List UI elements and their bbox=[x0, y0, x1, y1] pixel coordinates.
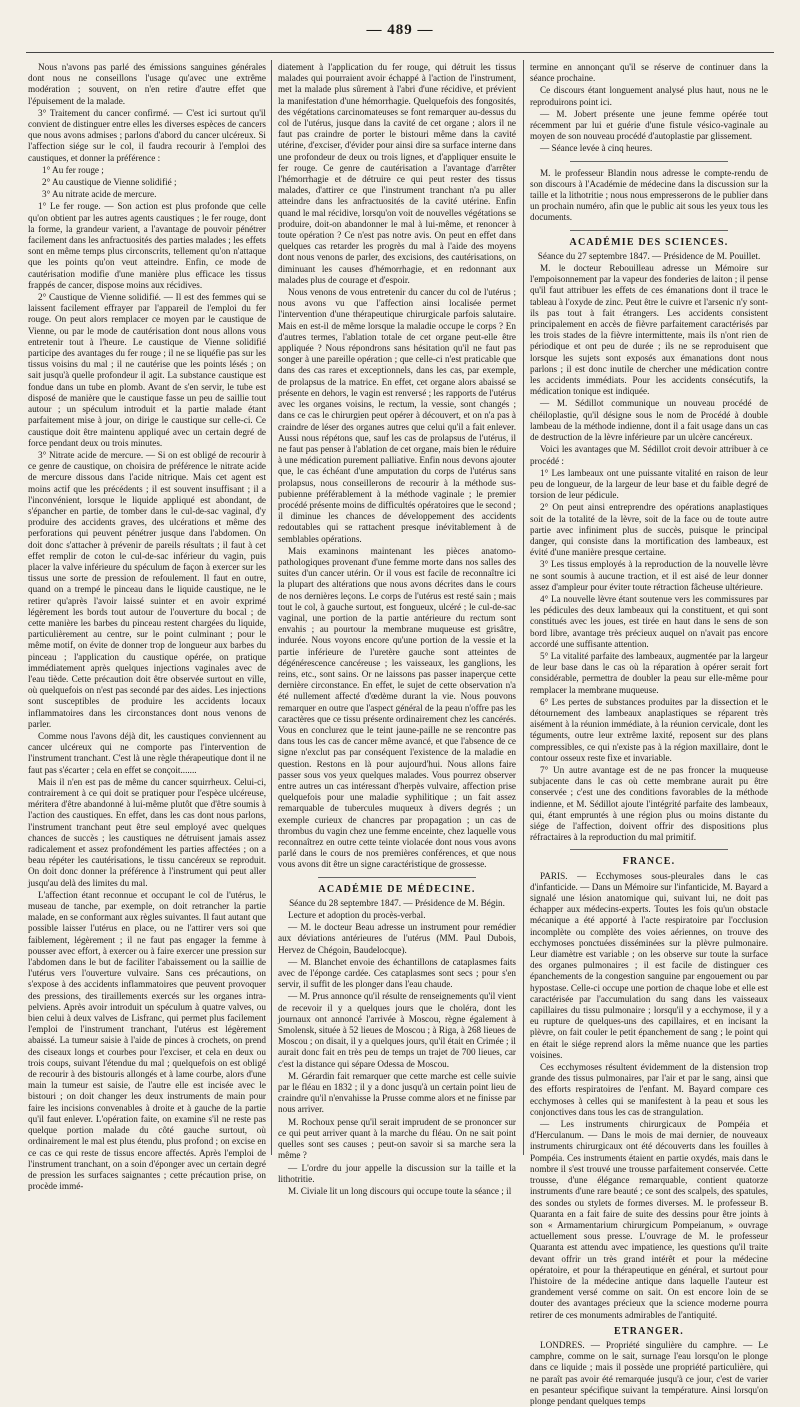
paragraph: — M. Sédillot communique un nouveau procédé de chéiloplastie, qu'il désigne sous le nom de Procédé à double lambeau de la méthode indienne, dont il a fait usage dans un cas de destruction de la lèvre inférieure par un ulcère cancéreux. bbox=[530, 398, 768, 443]
paragraph: 1° Les lambeaux ont une puissante vitalité en raison de leur peu de longueur, de la largeur de leur base et du faible degré de torsion de leur pédicule. bbox=[530, 467, 768, 501]
paragraph: 1° Le fer rouge. — Son action est plus profonde que celle qu'on obtient par les autres agents caustiques ; le fer rouge, dont la forme, la grandeur varient, a l'avantage de pouvoir pénétrer facilement dans les anfractuosités des parties malades ; les effets sont en même temps plus circonscrits, tellement qu'on n'attaque que les points qu'on veut atteindre. Enfin, ce mode de cautérisation modifie d'une manière plus efficace les tissus frappés de cancer, dispose moins aux récidives. bbox=[28, 201, 266, 290]
list-item: 2° Au caustique de Vienne solidifié ; bbox=[42, 177, 177, 188]
paragraph: — M. Blanchet envoie des échantillons de cataplasmes faits avec de l'éponge cardée. Ces cataplasmes sont secs ; pour s'en servir, il suffit de les plonger dans l'eau chaude. bbox=[278, 956, 516, 990]
section-divider bbox=[570, 230, 728, 231]
paragraph: 5° La vitalité parfaite des lambeaux, augmentée par la largeur de leur base dans le cas où la réparation à opérer serait fort considérable, permettra de doubler la peau sur elle-même pour remplacer la membrane muqueuse. bbox=[530, 650, 768, 695]
column-rule bbox=[271, 60, 272, 1155]
paragraph: M. Rochoux pense qu'il serait imprudent de se prononcer sur ce qui peut arriver quant à la marche du fléau. On ne sait point quelles sont ses causes ; peut-on savoir si sa marche sera la même ? bbox=[278, 1116, 516, 1161]
paragraph: L'affection étant reconnue et occupant le col de l'utérus, le museau de tanche, par exemple, on doit retrancher la partie malade, en se conformant aux règles suivantes. Il faut autant que possible laisser l'utérus en place, ou ne l'attirer vers soi que faiblement, légèrement ; il ne faut pas engager la femme à pousser avec effort, à exercer ou à faire exercer une pression sur l'abdomen dans le but de faciliter l'abaissement ou la saillie de l'utérus vers l'ouverture vulvaire. Sans ces précautions, on s'expose à des accidents inflammatoires que peuvent provoquer des pressions, des tiraillements exercés sur les organes intra-pelviens. Après avoir introduit un spéculum à quatre valves, ou bien celui à deux valves de Lisfranc, qui permet plus facilement l'emploi de l'instrument tranchant, l'utérus est légèrement abaissé. La tumeur saisie à l'aide de pinces à crochets, on prend des ciseaux longs et courbes pour l'exciser, et cela en deux ou trois coups, suivant l'étendue du mal ; quelquefois on est obligé de recourir à des bistouris allongés et à lame courbe, alors d'une main la tumeur est saisie, de l'autre elle est incisée avec le bistouri ; on doit changer les deux instruments de main pour faire les incisions convenables à droite et à gauche de la partie qu'il faut enlever. L'opération faite, on examine s'il ne reste pas quelque portion malade du côté gauche surtout, où ordinairement le mal est plus étendu, plus profond ; on excise en ce cas ce qui reste de tissus encore affectés. Après l'emploi de l'instrument tranchant, on a soin d'éponger avec un certain degré de pression les surfaces saignantes ; cette précaution prise, on procède immé- bbox=[28, 889, 266, 1192]
paragraph: Voici les avantages que M. Sédillot croit devoir attribuer à ce procédé : bbox=[530, 444, 768, 466]
session-line: Séance du 27 septembre 1847. — Présidence de M. Pouillet. bbox=[537, 250, 761, 261]
column-rule bbox=[523, 60, 524, 1155]
paragraph: — Les instruments chirurgicaux de Pompéia et d'Herculanum. — Dans le mois de mai dernier, de nouveaux instruments chirurgicaux ont été découverts dans les fouilles à Pompéia. Ces instruments étaient en partie oxydés, mais dans le nombre il s'est trouvé une trousse parfaitement conservée. Cette trousse, d'une élégance remarquable, contient quatorze instruments d'une rare beauté ; ce sont des scalpels, des spatules, des sondes ou stylets de formes diverses. M. le professeur B. Quaranta en a fait faire de suite des dessins pour être joints à son « Armamentarium chirurgicum Pompeianum, » ouvrage actuellement sous presse. L'ouvrage de M. le professeur Quaranta est attendu avec impatience, les questions qu'il traite devant offrir un très grand intérêt et pour la médecine opératoire, et pour la thérapeutique en général, et surtout pour l'histoire de la médecine antique dans laquelle l'auteur est grandement versé comme on sait. On est encore loin de se douter des avantages précieux que la science moderne pourra retirer de ces monuments admirables de l'antiquité. bbox=[530, 1119, 768, 1320]
paragraph: LONDRES. — Propriété singulière du camphre. — Le camphre, comme on le sait, surnage l'eau lorsqu'on le plonge dans ce liquide ; mais il possède une propriété particulière, qui ne paraît pas avoir été remarquée jusqu'à ce jour, c'est de varier en pesanteur spécifique suivant la température. Ainsi lorsqu'on plonge pendant quelques temps bbox=[530, 1339, 768, 1406]
column-1 bbox=[28, 62, 266, 1192]
paragraph: — Séance levée à cinq heures. bbox=[540, 143, 653, 154]
paragraph: 2° Caustique de Vienne solidifié. — Il est des femmes qui se laissent facilement effrayer par l'appareil de l'emploi du fer rouge. On peut alors remplacer ce moyen par le caustique de Vienne, ou par le mode de cautérisation dont nous allons vous entretenir tout à l'heure. Le caustique de Vienne solidifié participe des avantages du fer rouge ; il ne se liquéfie pas sur les tissus voisins du mal ; il ne cautérise que les points lésés ; on sait jusqu'à quelle profondeur il agit. La substance caustique est fondue dans un tube en plomb. Avant de s'en servir, le tube est disposé de manière que le caustique fasse un peu de saillie tout autour ; un spéculum introduit et la partie malade étant parfaitement mise à jour, on dirige le caustique sur celle-ci. Ce caustique doit être maintenu appliqué avec un certain degré de force pendant deux ou trois minutes. bbox=[28, 292, 266, 448]
paragraph: Comme nous l'avons déjà dit, les caustiques conviennent au cancer ulcéreux qui ne comporte pas l'intervention de l'instrument tranchant. C'est là une règle thérapeutique dont il ne faut pas s'écarter ; cela en effet se conçoit....... bbox=[28, 730, 266, 775]
session-line: Séance du 28 septembre 1847. — Présidence de M. Bégin. bbox=[289, 897, 505, 908]
paragraph: Mais il n'en est pas de même du cancer squirrheux. Celui-ci, contrairement à ce qui doit se pratiquer pour l'espèce ulcéreuse, méritera d'être abandonné à lui-même plutôt que d'être soumis à l'action des caustiques. En effet, dans les cas dont nous parlons, l'instrument tranchant peut être seul employé avec quelques chances de succès ; les caustiques ne détruisent jamais assez radicalement et assez profondément les parties affectées ; on a beau répéter les cautérisations, le tissu cancéreux se reproduit. On doit donc donner la préférence à l'instrument qui peut aller jusqu'au delà des limites du mal. bbox=[28, 776, 266, 888]
list-item: 3° Au nitrate acide de mercure. bbox=[42, 189, 157, 200]
paragraph: PARIS. — Ecchymoses sous-pleurales dans le cas d'infanticide. — Dans un Mémoire sur l'infanticide, M. Bayard a signalé une lésion anatomique qui, suivant lui, ne doit pas échapper aux médecins-experts. Toutes les fois qu'un obstacle mécanique a été apporté à l'acte respiratoire par l'occlusion incomplète ou complète des voies aériennes, on trouve des ecchymoses ponctuées disséminées sur la plèvre pulmonaire. Leur diamètre est variable ; on les observe sur toute la surface des organes pulmonaires ; il est facile de distinguer ces épanchements de la congestion sanguine par engouement ou par hypostase. Celle-ci occupe une portion de chaque lobe et elle est caractérisée par l'accumulation du sang dans les vaisseaux capillaires du tissu pulmonaire ; lorsqu'il y a ecchymose, il y a eu rupture de quelques-uns des capillaires, et en incisant la plèvre, on fait couler le petit épanchement de sang ; le point qui en était le siége reprend alors la même nuance que les parties voisines. bbox=[530, 870, 768, 1060]
paragraph: 3° Nitrate acide de mercure. — Si on est obligé de recourir à ce genre de caustique, on choisira de préférence le nitrate acide de mercure dissous dans l'acide nitrique. Mais cet agent est moins actif que les précédents ; il est souvent insuffisant ; il a l'inconvénient, lorsque le liquide appliqué est abondant, de s'épancher en partie, de tomber dans le cul-de-sac vaginal, d'y produire des accidents graves, des ulcérations et même des perforations qui peuvent pénétrer jusque dans l'abdomen. On doit donc s'attacher à prévenir de pareils résultats ; il faut à cet effet remplir de coton le cul-de-sac inférieur du vagin, puis placer la valve inférieure du spéculum de façon à exercer sur les tissus une sorte de pression de refoulement. Il faut en outre, quand on a trempé le pinceau dans le liquide caustique, ne le retirer qu'après l'avoir laissé suinter et en avoir exprimé légèrement les bords tout autour de l'ouverture du bocal ; de cette manière les barbes du pinceau restent chargées du liquide, particulièrement au centre, sur le point culminant ; pour le même motif, on évite de donner trop de longueur aux barbes du pinceau ; l'application du caustique opérée, on pratique immédiatement après quelques injections vaginales avec de l'eau tiède. Cette précaution doit être observée surtout en ville, où quelquefois on n'est pas secondé par des aides. Les injections sont susceptibles de produire les accidents locaux inflammatoires dans les circonstances dont nous venons de parler. bbox=[28, 449, 266, 729]
section-title: ACADÉMIE DES SCIENCES. bbox=[569, 236, 729, 248]
paragraph: Nous venons de vous entretenir du cancer du col de l'utérus ; nous avons vu que l'affection ainsi localisée permet l'intervention d'une thérapeutique chirurgicale parfois salutaire. Mais en est-il de même lorsque la maladie occupe le corps ? En d'autres termes, l'ablation totale de cet organe peut-elle être appliquée ? Nous répondrons sans hésitation qu'il ne faut pas songer à une pareille opération ; que celle-ci n'est praticable que dans des cas rares et exceptionnels, dans les cas, par exemple, de prolapsus de la matrice. En effet, cet organe alors abaissé se présente en dehors, le vagin est renversé ; les rapports de l'utérus avec les organes voisins, le rectum, la vessie, sont changés ; dans ce cas le chirurgien peut opérer à découvert, et on n'a pas à craindre de léser des organes autres que celui qu'il a fait enlever. Aussi nous répétons que, sauf les cas de prolapsus de l'utérus, il ne faut pas penser à l'ablation de cet organe, mais bien le réduire à une médication purement palliative. Enfin nous devons ajouter que, le cas échéant d'une amputation du corps de l'utérus sans prolapsus, nous conseillerons de recourir à la méthode sus-pubienne préférablement à la méthode vaginale ; le premier procédé présente moins de difficultés opératoires que le second ; il diminue les chances de développement des accidents redoutables qui se rattachent presque inévitablement à de semblables opérations. bbox=[278, 287, 516, 544]
section-title: ETRANGER. bbox=[614, 1325, 684, 1337]
paragraph: 6° Les pertes de substances produites par la dissection et le détournement des lambeaux anaplastiques se réparent très aisément à la réunion immédiate, à la réunion cervicale, dont les téguments, outre leur extrême laxité, reposent sur des plans compressibles, ce qui n'existe pas à la région maxillaire, dont le contour osseux reste fixe et invariable. bbox=[530, 696, 768, 763]
page-number: — 489 — bbox=[366, 22, 434, 38]
paragraph: Mais examinons maintenant les pièces anatomo-pathologiques provenant d'une femme morte dans nos salles des suites d'un cancer utérin. Or il vous est facile de reconnaître ici la plupart des altérations que nous avons décrites dans le cours de nos dernières leçons. Le corps de l'utérus est resté sain ; mais tout le col, à gauche surtout, est fongueux, ulcéré ; le cul-de-sac vaginal, une portion de la partie antérieure du rectum sont envahis ; au pourtour la membrane muqueuse est grisâtre, indurée. Nous voyons encore qu'une portion de la vessie et la partie inférieure de l'uretère gauche sont atteintes de dégénérescence cancéreuse ; les vaisseaux, les ganglions, les reins, etc., sont sains. Or ne laissons pas passer inaperçue cette dernière circonstance. En effet, le sujet de cette observation n'a été nullement affecté d'œdème durant la vie. Nous pouvons remarquer en outre que l'aspect général de la peau n'offre pas les caractères que ce tissu présente ordinairement chez les cancérés. Vous en conclurez que le teint jaune-paille ne se rencontre pas dans tous les cas de cancer même avancé, et que l'absence de ce signe n'exclut pas par conséquent l'existence de la maladie en question. Restons en là pour aujourd'hui. Nous allons faire passer sous vos yeux quelques malades. Vous pourrez observer entre autres un cas intéressant d'herpès vulvaire, affection prise quelquefois pour une maladie syphilitique ; un fait assez remarquable de tubercules muqueux à divers degrés ; un exemple curieux de chancres par propagation ; un cas de thrombus du vagin chez une femme enceinte, chez laquelle vous reconnaîtrez en outre cette teinte violacée dont nous vous avons parlé dans le cours de nos premières conférences, et que nous vous avons dit être un signe caractéristique de grossesse. bbox=[278, 545, 516, 870]
paragraph: 3° Les tissus employés à la reproduction de la nouvelle lèvre ne sont soumis à aucune traction, et il est aisé de leur donner assez d'ampleur pour éviter toute rétraction fâcheuse ultérieure. bbox=[530, 559, 768, 592]
header-rule bbox=[26, 52, 774, 53]
paragraph: Ces ecchymoses résultent évidemment de la distension trop grande des tissus pulmonaires, par l'air et par le sang, ainsi que des efforts respiratoires de l'enfant. M. Bayard compare ces ecchymoses à celles qui se manifestent à la peau et sous les conjonctives dans tous les cas de strangulation. bbox=[530, 1062, 768, 1117]
paragraph: M. Gérardin fait remarquer que cette marche est celle suivie par le fléau en 1832 ; il y a donc jusqu'à un certain point lieu de craindre qu'il n'envahisse la Prusse comme alors et ne finisse par nous arriver. bbox=[278, 1070, 516, 1115]
paragraph: termine en annonçant qu'il se réserve de continuer dans la séance prochaine. bbox=[530, 62, 768, 84]
paragraph: — M. le docteur Beau adresse un instrument pour remédier aux déviations antérieures de l'utérus (MM. Paul Dubois, Hervez de Chégoin, Baudelocque). bbox=[278, 922, 516, 955]
section-divider bbox=[570, 161, 728, 162]
paragraph: M. Civiale lit un long discours qui occupe toute la séance ; il bbox=[288, 1185, 512, 1196]
paragraph: Nous n'avons pas parlé des émissions sanguines générales dont nous ne conseillons l'usage qu'avec une extrême modération ; souvent, on n'en retire d'autre effet que l'épuisement de la malade. bbox=[28, 62, 266, 106]
section-title: FRANCE. bbox=[622, 856, 676, 868]
list-item: 1° Au fer rouge ; bbox=[42, 164, 104, 175]
column-2 bbox=[278, 62, 516, 1196]
paragraph: 2° On peut ainsi entreprendre des opérations anaplastiques soit de la totalité de la lèvre, soit de la face ou de toute autre partie avec infiniment plus de succès, puisque le principal danger, qui consiste dans la mortification des lambeaux, est évité d'une manière presque certaine. bbox=[530, 502, 768, 558]
paragraph: M. le docteur Rebouilleau adresse un Mémoire sur l'empoisonnement par la vapeur des fonderies de laiton ; il pense qu'il faut attribuer les effets de ces émanations dont il trace le tableau à l'oxyde de zinc. Peut être le cuivre et l'arsenic n'y sont-ils pas tout à fait étrangers. Les accidents consistent principalement en accès de fièvre parfaitement caractérisés par les trois stades de la fièvre intermittente, mais ils n'ont rien de périodique et ont peu de durée ; ils ne se reproduisent que lorsque les sujets sont exposés aux émanations dont nous parlons ; il est donc inutile de chercher une médication contre les accidents immédiats. Pour les accidents consécutifs, la médication tonique est indiquée. bbox=[530, 263, 768, 397]
paragraph: Lecture et adoption du procès-verbal. bbox=[288, 910, 426, 921]
paragraph: 7° Un autre avantage est de ne pas froncer la muqueuse subjacente dans le cas où cette membrane aurait pu être conservée ; c'est une des conditions favorables de la méthode indienne, et M. Sédillot ajoute l'intégrité parfaite des lambeaux, qui, étant empruntés à une région plus ou moins distante du siége de l'affection, doivent offrir des dispositions plus réfractaires à la reproduction du mal primitif. bbox=[530, 764, 768, 843]
paragraph: — L'ordre du jour appelle la discussion sur la taille et la lithotritie. bbox=[278, 1162, 516, 1184]
paragraph: — M. Jobert présente une jeune femme opérée tout récemment par lui et guérie d'une fistule vésico-vaginale au moyen de son nouveau procédé d'autoplastie par glissement. bbox=[530, 108, 768, 142]
section-divider bbox=[570, 849, 728, 850]
paragraph: 3° Traitement du cancer confirmé. — C'est ici surtout qu'il convient de distinguer entre elles les diverses espèces de cancers que nous avons admises ; parlons d'abord du cancer ulcéreux. Si l'affection siége sur le col, il faudra recourir à l'emploi des caustiques, et donner la préférence : bbox=[28, 107, 266, 163]
column-3 bbox=[530, 62, 768, 1406]
section-divider bbox=[318, 877, 476, 878]
paragraph: — M. Prus annonce qu'il résulte de renseignements qu'il vient de recevoir il y a quelques jours que le choléra, dont les journaux ont annoncé l'arrivée à Moscou, règne également à Smolensk, située à 52 lieues de Moscou ; à Riga, à 268 lieues de Moscou ; on disait, il y a quelques jours, qu'il était en Crimée ; il aurait donc fait en très peu de temps un trajet de 700 lieues, car c'est la distance qui sépare Odessa de Moscou. bbox=[278, 991, 516, 1069]
paragraph: diatement à l'application du fer rouge, qui détruit les tissus malades qui pourraient avoir échappé à l'action de l'instrument, met la malade plus sûrement à l'abri d'une récidive, et prévient la manifestation d'une hémorrhagie. Quelquefois des fongosités, des végétations carcinomateuses se font remarquer au-dessus du col de l'utérus, jusque dans la cavité de cet organe ; alors il ne faut pas craindre de porter le bistouri même dans la cavité utérine, d'exciser, d'évider pour ainsi dire sa surface interne dans une profondeur de deux ou trois lignes, et d'appliquer ensuite le fer rouge. Ce genre de cautérisation a l'avantage d'arrêter l'hémorrhagie et de détruire ce qui peut rester des tissus malades, d'attirer ce que l'instrument tranchant n'a pu aller atteindre dans les anfractuosités de la cavité utérine. Enfin quand le mal récidive, lorsqu'on voit de nouvelles végétations se produire, doit-on abandonner le mal à lui-même, et renoncer à toute opération ? Ce n'est pas notre avis. On peut en effet dans quelques cas retarder les progrès du mal à l'aide des moyens dont nous venons de parler, des excisions, des cautérisations, on diminuant les causes d'hémorrhagie, et en redonnant aux malades plus de courage et d'espoir. bbox=[278, 62, 516, 285]
paragraph: M. le professeur Blandin nous adresse le compte-rendu de son discours à l'Académie de médecine dans la discussion sur la taille et la lithotritie ; nous nous empresserons de le publier dans un prochain numéro, afin que le public ait sous les yeux tous les documents. bbox=[530, 167, 768, 223]
section-title: ACADÉMIE DE MÉDECINE. bbox=[318, 883, 476, 895]
paragraph: Ce discours étant longuement analysé plus haut, nous ne le reproduirons point ici. bbox=[530, 85, 768, 107]
paragraph: 4° La nouvelle lèvre étant soutenue vers les commissures par les pédicules des deux lambeaux qui la constituent, et qui sont constitués avec les joues, est tirée en haut dans le sens de son bord libre, avantage très précieux auquel on n'avait pas encore accordé une suffisante attention. bbox=[530, 593, 768, 649]
